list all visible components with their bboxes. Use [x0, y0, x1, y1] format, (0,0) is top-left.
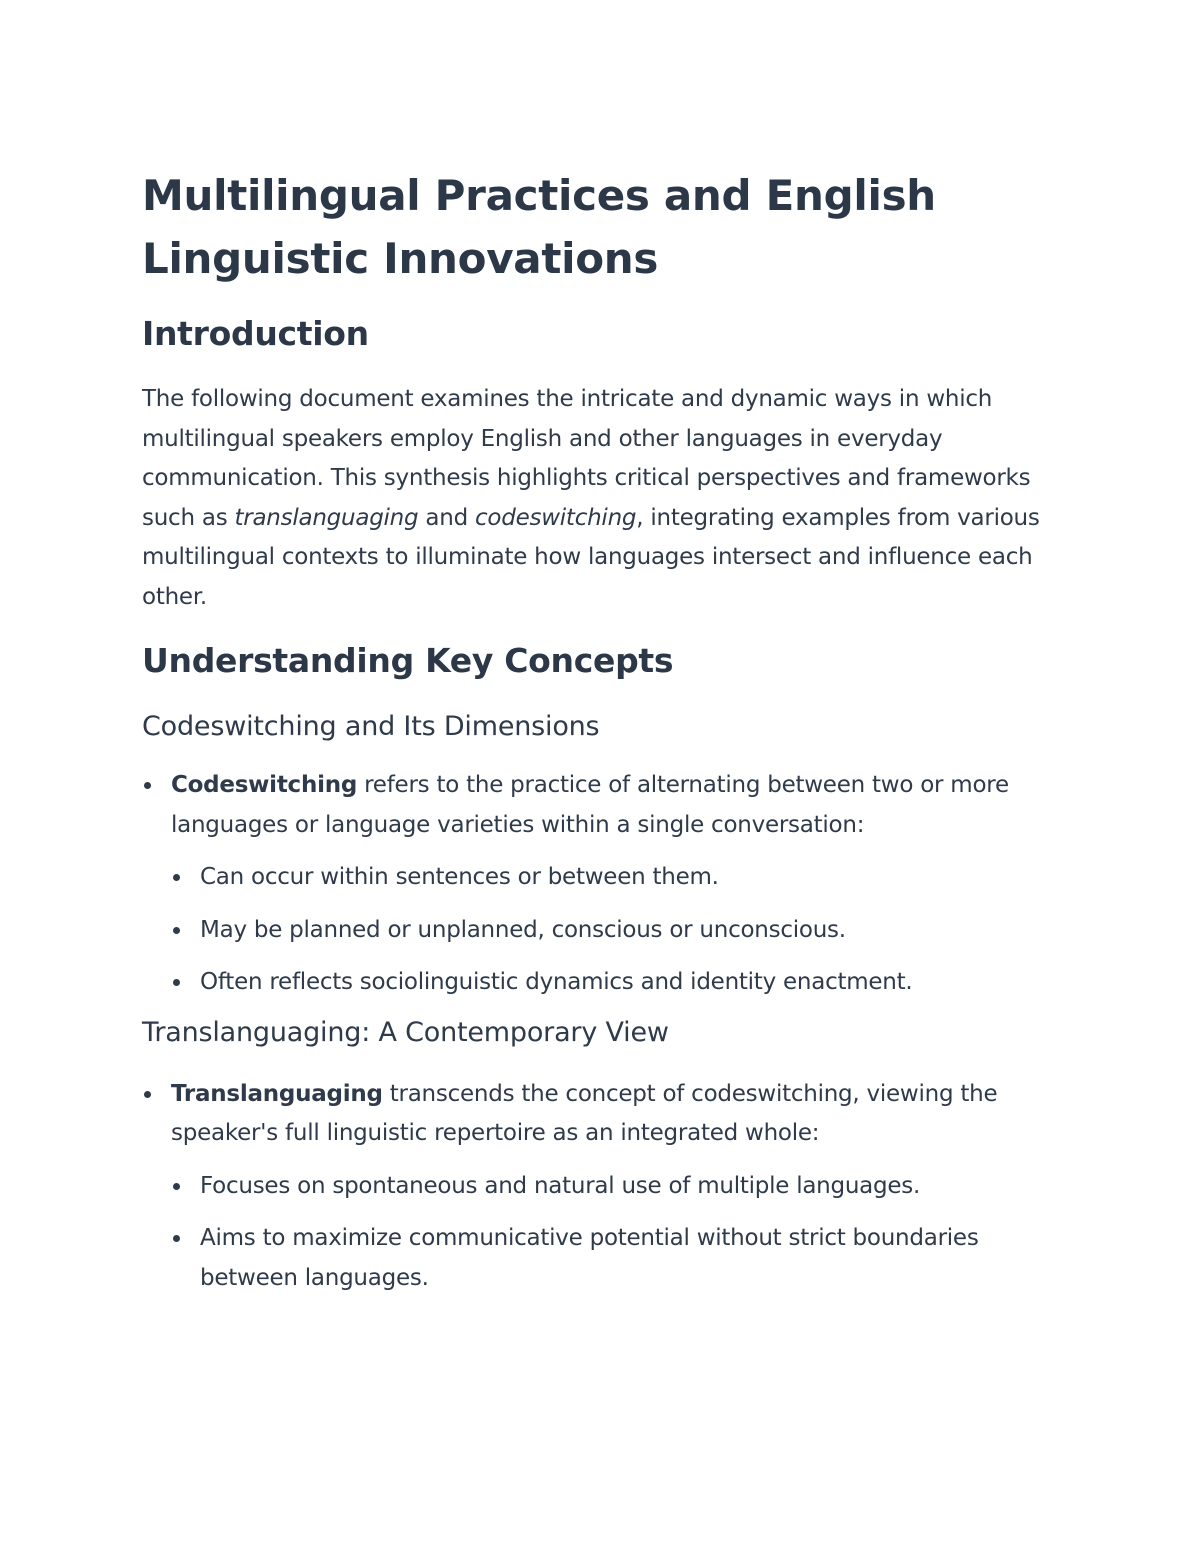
intro-text-and: and [418, 504, 476, 531]
list-item-text: Aims to maximize communicative potential without strict boundaries between languages. [200, 1225, 979, 1291]
term-codeswitching-emphasis: codeswitching [475, 504, 637, 531]
list-item [142, 766, 1072, 845]
translanguaging-subheading: Translanguaging: A Contemporary View [142, 1016, 669, 1048]
document-title: Multilingual Practices and English Linguistic Innovations [142, 171, 936, 283]
bullet-icon [173, 1235, 180, 1242]
list-item [142, 911, 1072, 951]
document-page [142, 164, 1072, 1298]
intro-text-part2: , integrating examples from various multilingual contexts to illuminate how languages intersect and influence each other. [142, 504, 1040, 610]
bullet-icon [173, 927, 180, 934]
list-item [142, 1219, 1072, 1298]
list-item [142, 963, 1072, 1003]
translanguaging-list [142, 1075, 1072, 1299]
term-translanguaging-emphasis: translanguaging [234, 504, 419, 531]
list-item-text: May be planned or unplanned, conscious or unconscious. [200, 916, 846, 943]
codeswitching-definition: refers to the practice of alternating between two or more languages or language varieties within a single conversation: [171, 772, 1009, 838]
translanguaging-term: Translanguaging [171, 1080, 383, 1107]
bullet-icon [173, 874, 180, 881]
key-concepts-heading: Understanding Key Concepts [142, 641, 674, 680]
introduction-heading: Introduction [142, 314, 369, 353]
list-item-text: Focuses on spontaneous and natural use of multiple languages. [200, 1172, 921, 1199]
bullet-icon [173, 979, 180, 986]
list-item [142, 858, 1072, 898]
translanguaging-definition: transcends the concept of codeswitching, viewing the speaker's full linguistic repertoire as an integrated whole: [171, 1080, 998, 1146]
bullet-icon [144, 782, 151, 789]
codeswitching-list [142, 766, 1072, 1003]
codeswitching-subheading: Codeswitching and Its Dimensions [142, 711, 600, 742]
list-item [142, 1167, 1072, 1207]
list-item [142, 1075, 1072, 1154]
bullet-icon [144, 1091, 151, 1098]
bullet-icon [173, 1183, 180, 1190]
introduction-paragraph [142, 380, 1072, 617]
list-item-text: Can occur within sentences or between them. [200, 864, 719, 890]
list-item-text: Often reflects sociolinguistic dynamics and identity enactment. [200, 969, 913, 995]
intro-text-part1: The following document examines the intricate and dynamic ways in which multilingual speakers employ English and other languages in everyday communication. This synthesis highlights critical perspectives and frameworks such as [142, 386, 1031, 531]
codeswitching-term: Codeswitching [171, 772, 358, 798]
